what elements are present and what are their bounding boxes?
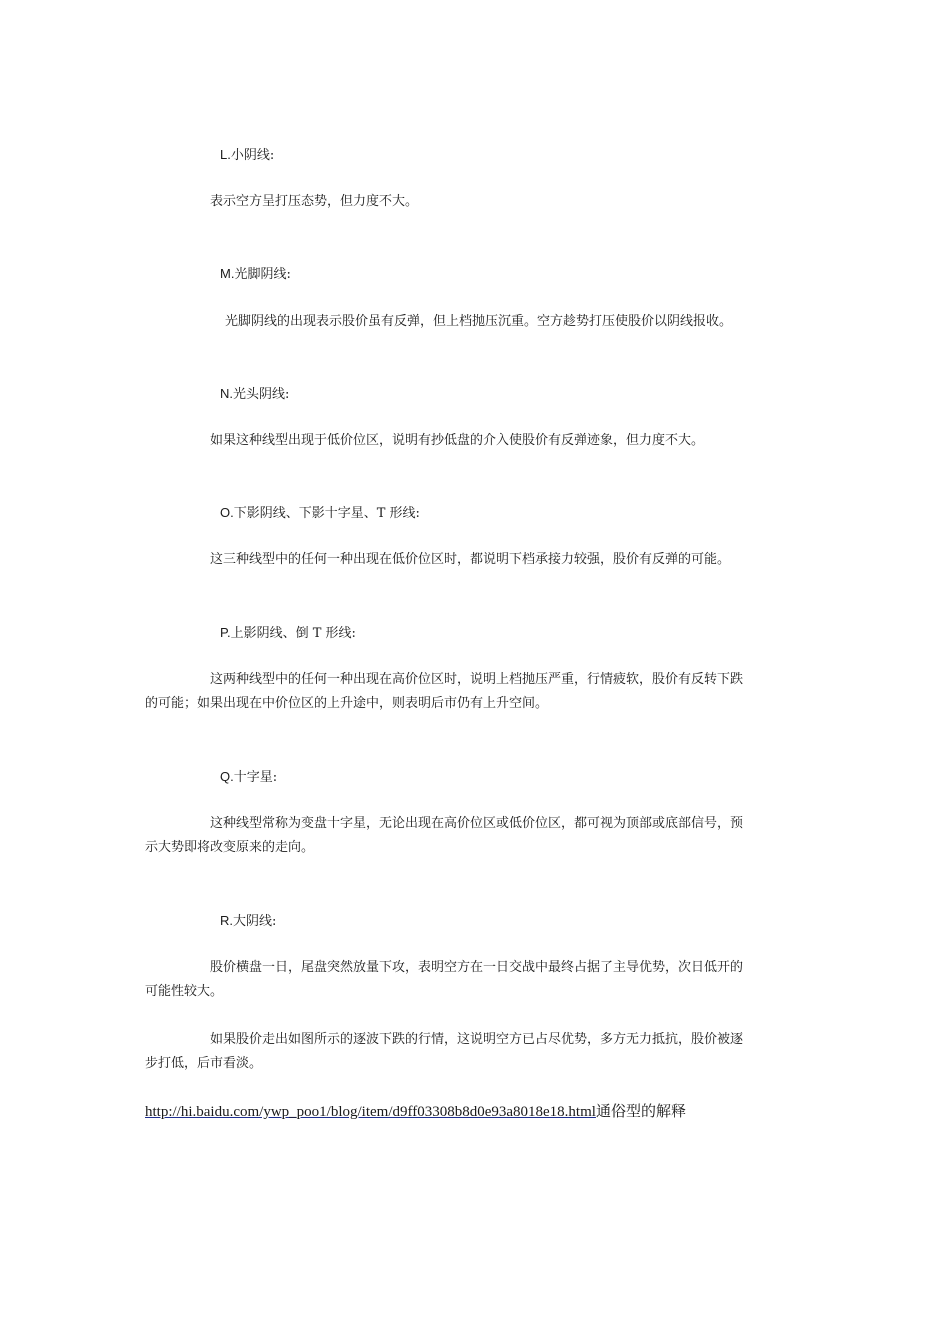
body-line: 这种线型常称为变盘十字星，无论出现在高价位区或低价位区，都可视为顶部或底部信号，预 (210, 816, 744, 831)
heading-letter: L. (220, 147, 231, 162)
body-r-line2 (145, 980, 223, 1004)
body-line: 如果这种线型出现于低价位区，说明有抄低盘的介入使股价有反弹迹象，但力度不大。 (210, 433, 705, 448)
heading-letter: O. (220, 505, 234, 520)
source-link-line (145, 1100, 686, 1123)
body-line: 表示空方呈打压态势，但力度不大。 (210, 194, 419, 209)
body-l (210, 190, 418, 214)
heading-n (220, 385, 289, 404)
heading-letter: R. (220, 913, 233, 928)
body-n (210, 429, 704, 453)
body-o (210, 548, 730, 572)
body-m (225, 310, 732, 334)
link-suffix: 通俗型的解释 (595, 1102, 686, 1120)
body-line: 示大势即将改变原来的走向。 (145, 840, 315, 855)
heading-text: 光脚阴线: (234, 267, 291, 282)
heading-m (220, 265, 291, 284)
heading-o (220, 504, 420, 523)
heading-p (220, 624, 356, 643)
body-line: 步打低，后市看淡。 (145, 1056, 263, 1071)
heading-text: 大阴线: (233, 914, 277, 929)
closing-line1 (210, 1028, 743, 1052)
body-r-line1 (210, 956, 743, 980)
heading-text: 十字星: (233, 770, 278, 785)
body-q-line2 (145, 836, 314, 860)
heading-letter: P. (220, 625, 231, 640)
body-line: 这两种线型中的任何一种出现在高价位区时，说明上档抛压严重，行情疲软，股价有反转下跌 (210, 672, 744, 687)
heading-letter: Q. (220, 769, 234, 784)
heading-text: 上影阴线、倒 T 形线: (230, 626, 356, 641)
body-line: 如果股价走出如图所示的逐波下跌的行情，这说明空方已占尽优势，多方无力抵抗，股价被逐 (210, 1032, 744, 1047)
heading-r (220, 912, 276, 931)
body-p-line2 (145, 692, 548, 716)
heading-letter: N. (220, 386, 233, 401)
source-link[interactable]: http://hi.baidu.com/ywp_poo1/blog/item/d9ff03308b8d0e93a8018e18.html (145, 1104, 596, 1120)
body-line: 的可能；如果出现在中价位区的上升途中，则表明后市仍有上升空间。 (145, 696, 549, 711)
heading-l (220, 146, 274, 165)
body-line: 股价横盘一日，尾盘突然放量下攻，表明空方在一日交战中最终占据了主导优势，次日低开的 (210, 960, 744, 975)
body-line: 可能性较大。 (145, 984, 224, 999)
body-q-line1 (210, 812, 743, 836)
heading-text: 下影阴线、下影十字星、T 形线: (233, 506, 420, 521)
body-line: 光脚阴线的出现表示股价虽有反弹，但上档抛压沉重。空方趁势打压使股价以阴线报收。 (225, 314, 733, 329)
closing-line2 (145, 1052, 262, 1076)
heading-letter: M. (220, 266, 235, 281)
body-line: 这三种线型中的任何一种出现在低价位区时，都说明下档承接力较强，股价有反弹的可能。 (210, 552, 731, 567)
heading-text: 小阴线: (230, 148, 275, 163)
heading-text: 光头阴线: (233, 387, 290, 402)
body-p-line1 (210, 668, 743, 692)
heading-q (220, 768, 277, 787)
